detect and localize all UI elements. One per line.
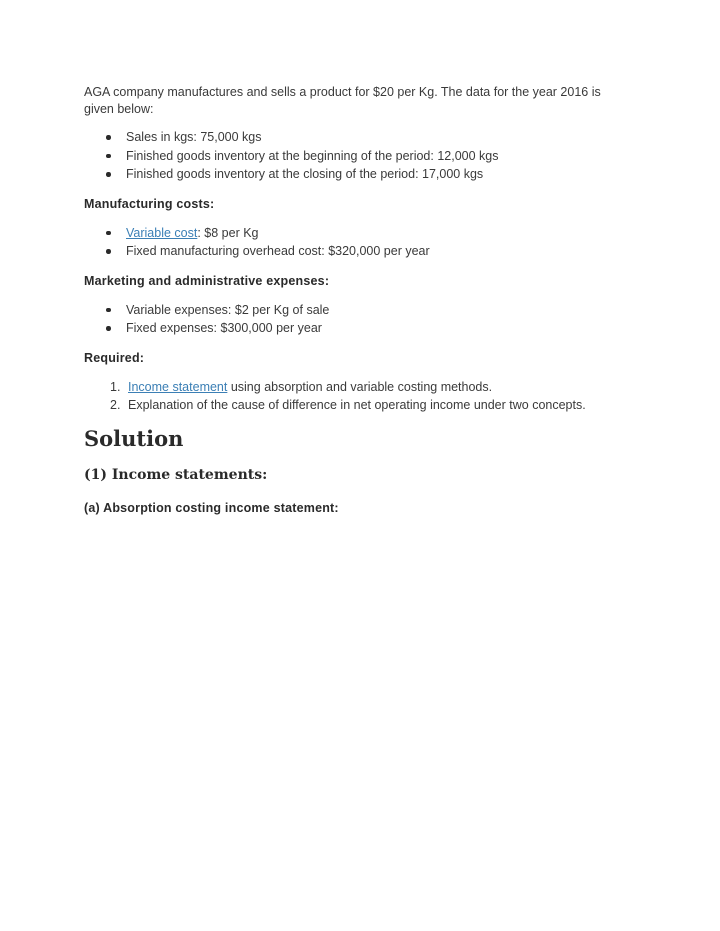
- intro-paragraph: AGA company manufactures and sells a product for $20 per Kg. The data for the year 2016 is given below:: [84, 85, 601, 116]
- variable-cost-link[interactable]: Variable cost: [126, 225, 198, 240]
- document-page: [84, 84, 624, 517]
- list-item: Fixed manufacturing overhead cost: $320,000 per year: [84, 242, 624, 261]
- required-list: [84, 378, 624, 414]
- given-data-list: [84, 128, 624, 184]
- marketing-expenses-list: [84, 301, 624, 338]
- marketing-expenses-heading: Marketing and administrative expenses:: [84, 273, 330, 288]
- income-statement-link[interactable]: Income statement: [128, 379, 228, 394]
- list-number: 2.: [110, 397, 121, 412]
- list-item: Finished goods inventory at the closing of the period: 17,000 kgs: [84, 165, 624, 184]
- item-text: using absorption and variable costing methods.: [227, 379, 493, 394]
- manufacturing-costs-heading: Manufacturing costs:: [84, 196, 215, 211]
- item-text: Explanation of the cause of difference in net operating income under two concepts.: [128, 397, 586, 412]
- list-item: Sales in kgs: 75,000 kgs: [84, 128, 624, 147]
- list-item: Finished goods inventory at the beginning of the period: 12,000 kgs: [84, 147, 624, 166]
- required-heading: Required:: [84, 350, 145, 365]
- solution-heading: Solution: [84, 425, 184, 451]
- income-statements-heading: (1) Income statements:: [84, 466, 268, 483]
- list-number: 1.: [110, 379, 121, 394]
- list-item: [84, 378, 624, 396]
- list-item: [84, 396, 624, 414]
- absorption-costing-heading: (a) Absorption costing income statement:: [84, 500, 339, 515]
- list-item: Variable expenses: $2 per Kg of sale: [84, 301, 624, 320]
- list-item: [84, 224, 624, 243]
- manufacturing-costs-list: [84, 224, 624, 261]
- list-item: Fixed expenses: $300,000 per year: [84, 319, 624, 338]
- variable-cost-value: : $8 per Kg: [197, 225, 259, 240]
